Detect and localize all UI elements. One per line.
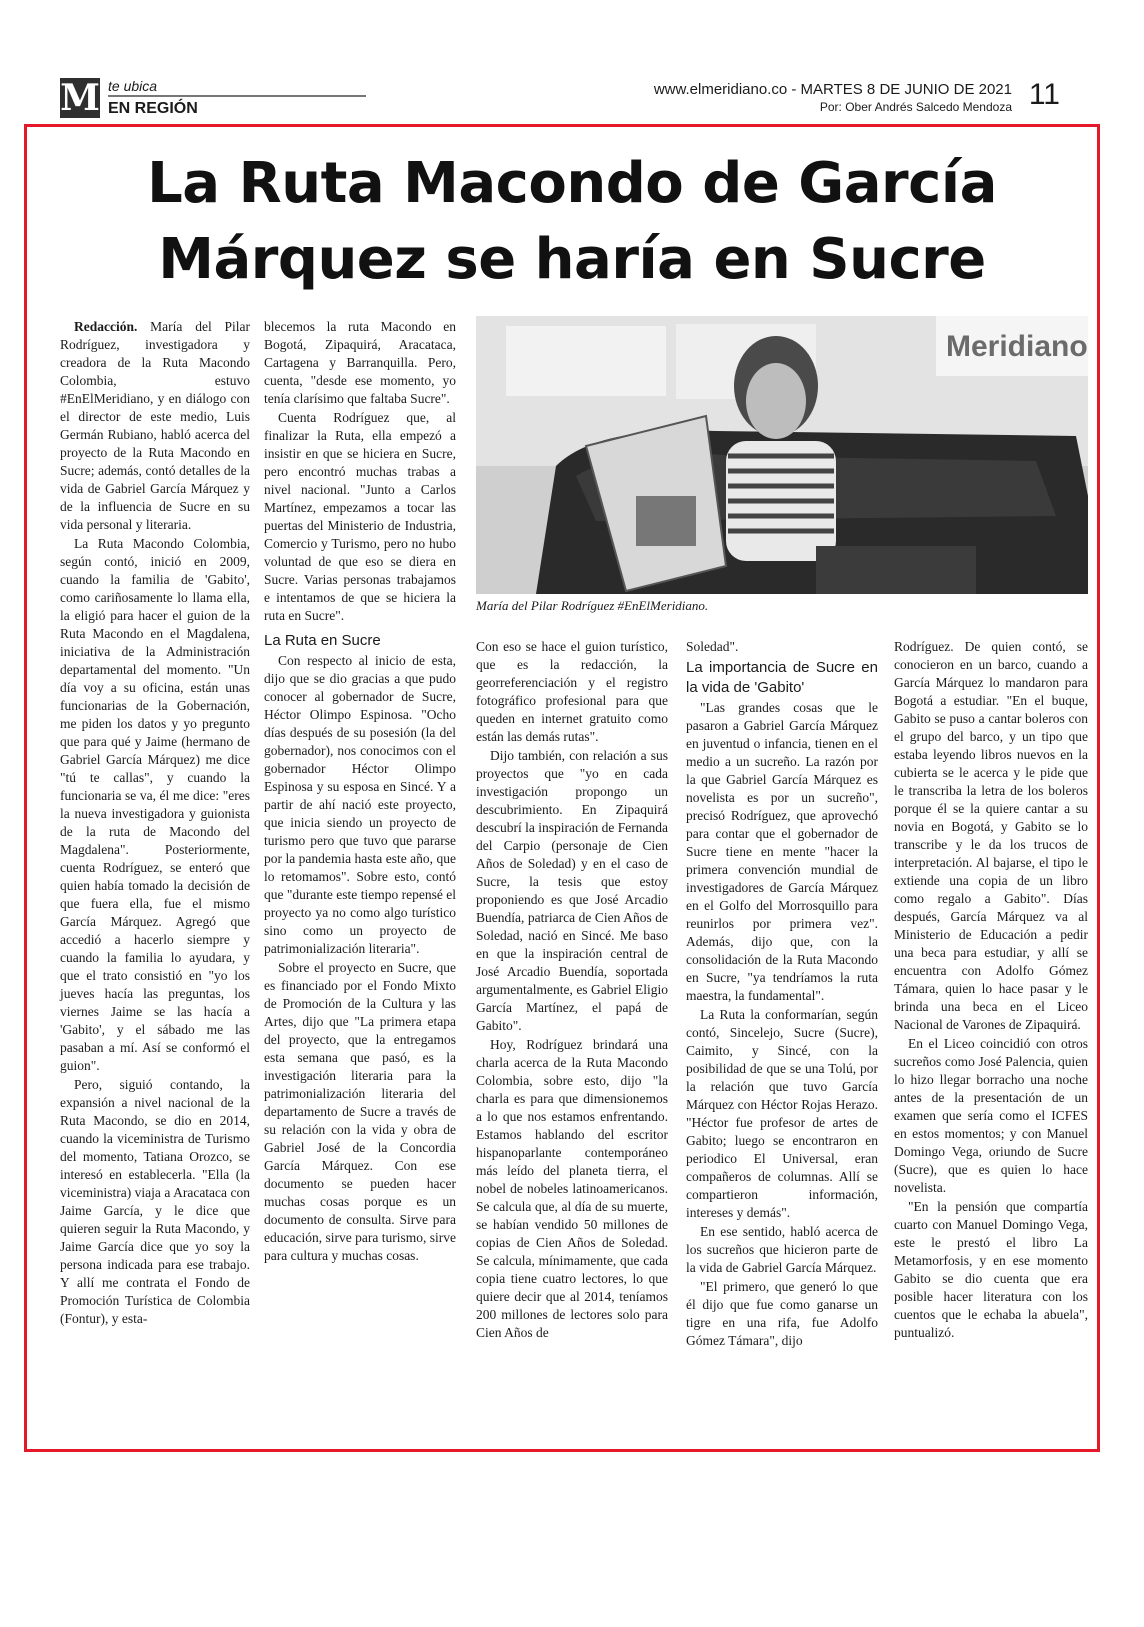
article-headline: [56, 146, 1088, 298]
column-3: [476, 638, 668, 1343]
subheading: La Ruta en Sucre: [264, 632, 381, 649]
paragraph: La Ruta la conformarían, según contó, Sincelejo, Sucre (Sucre), Caimito, y Sincé, con la posibilidad de que se una Tolú, por la relación que tuvo García Márquez con Héctor Rojas Herazo. "Héctor fue profesor de artes de Gabito; luego se encontraron en periodico El Universal, eran compañeros de columnas. Allí se compartieron información, intereses y demás".: [686, 1007, 878, 1220]
paragraph: Rodríguez. De quien contó, se conocieron en un barco, cuando a García Márquez lo mandaron para Bogotá a estudiar. "En el buque, Gabito se puso a cantar boleros con el grupo del barco, y un tipo que estaba leyendo libros nuevos en la cubierta se le acerca y le pide que le transcriba la letra de los boleros porque él se la quiere cantar a su novia en Bogotá, y Gabito se lo transcribe y le da los trucos de interpretación. Al bajarse, el tipo le extiende una copia de un libro como regalo a Gabito". Días después, García Márquez va al Ministerio de Educación a pedir una beca para estudiar, y allí se encuentra con Adolfo Gómez Támara, quien lo hace pasar y le brinda una beca en el Liceo Nacional de Varones de Zipaquirá.: [894, 639, 1088, 1032]
paragraph: Con eso se hace el guion turístico, que es la redacción, la georreferenciación y el registro fotográfico profesional para que queden en internet gratuito como están las demás rutas".: [476, 639, 668, 744]
paragraph: Con respecto al inicio de esta, dijo que se dio gracias a que pudo conocer al gobernador de Sucre, Héctor Olimpo Espinosa. "Ocho días después de su posesión (la del gobernador), nos conocimos con el gobernador Héctor Olimpo Espinosa y su esposa en Sincé. Y a partir de ahí nació este proyecto, que inicia siendo un proyecto de turismo pero que tuvo que pararse por la pandemia hasta este año, que lo retomamos". Sobre esto, contó que "durante este tiempo repensé el proyecto ya no como algo turístico sino como un proyecto de patrimonialización literaria".: [264, 653, 456, 956]
paragraph: En ese sentido, habló acerca de los sucreños que hicieron parte de la vida de Gabriel García Márquez.: [686, 1224, 878, 1275]
paragraph: La Ruta Macondo Colombia, según contó, inició en 2009, cuando la familia de 'Gabito', como cariñosamente lo llama ella, la eligió para hacer el guion de la Ruta Macondo en el Magdalena, iniciativa de la Administración departamental del momento. "Un día voy a su oficina, están unas funcionarias de la Gobernación, me piden los datos y yo pregunto que para qué y Jaime (hermano de Gabriel García Márquez) me dice "tú te callas", y cuando la funcionaria se va, él me dice: "eres la nueva investigadora y guionista de la ruta de Macondo del Magdalena". Posteriormente, cuenta Rodríguez, se enteró que quien había tomado la decisión de que fuera ella, fue el mismo García Márquez. Agregó que accedió a hacerlo siempre y cuando la familia lo ayudara, y que el trato consistió en "yo los jueves hacía las preguntas, los viernes Jaime se las hacía a 'Gabito', y el sábado me las pasaban a mí. Así se conformó el guion".: [60, 536, 250, 1073]
column-4: [686, 638, 878, 1351]
headline-line-2: Márquez se haría en Sucre: [158, 227, 986, 292]
subheading: La importancia de Sucre en la vida de 'Gabito': [686, 659, 878, 696]
headline-line-1: La Ruta Macondo de García: [147, 151, 997, 216]
paragraph: Cuenta Rodríguez que, al finalizar la Ruta, ella empezó a insistir en que se hiciera en Sucre, pero encontró muchas trabas a nivel nacional. "Junto a Carlos Martínez, empezamos a tocar las puertas del Ministerio de Industria, Comercio y Turismo, pero no hubo voluntad de que eso se diera en Sucre. Varias personas trabajamos e intentamos de que se hiciera la ruta en Sucre".: [264, 410, 456, 623]
newspaper-logo: M: [60, 77, 100, 119]
paragraph: Dijo también, con relación a sus proyectos que "yo en cada investigación propongo un descubrimiento. En Zipaquirá descubrí la inspiración de Fernanda del Carpio (personaje de Cien Años de Soledad) y en el caso de Sucre, la tesis que estoy proponiendo es que José Arcadio Buendía, patriarca de Cien Años de Soledad, nació en Sincé. Me baso en que la inspiración central de José Arcadio Buendía, soportada argumentalmente, es Gabriel Eligio García Martínez, el papá de Gabito".: [476, 748, 668, 1033]
section-tagline: te ubica: [108, 78, 158, 94]
section-divider: [108, 95, 366, 97]
paragraph: "Las grandes cosas que le pasaron a Gabriel García Márquez en juventud o infancia, tienen en el medio a un sucreño. La razón por la que Gabriel García Márquez es novelista es por un sucreño", precisó Rodríguez, que aprovechó para contar que el gobernador de Sucre tiene en mente "hacer la primera convención mundial de investigadores de García Márquez en el Golfo del Morrosquillo para reunirlos por primera vez". Además, dijo que, con la consolidación de la Ruta Macondo en Sucre, "ya tendríamos la ruta maestra, la fundamental".: [686, 700, 878, 1003]
article-photo: [476, 316, 1088, 594]
photo-caption: María del Pilar Rodríguez #EnElMeridiano.: [476, 598, 709, 613]
paragraph: blecemos la ruta Macondo en Bogotá, Zipaquirá, Aracataca, Cartagena y Barranquilla. Pero, cuenta, "desde ese momento, yo tenía clarísimo que faltaba Sucre".: [264, 319, 456, 406]
dateline: Redacción.: [74, 319, 138, 334]
column-2: [264, 318, 456, 1266]
paragraph: "El primero, que generó lo que él dijo que fue como ganarse un tigre en una rifa, fue Adolfo Gómez Támara", dijo: [686, 1279, 878, 1348]
paragraph: Sobre el proyecto en Sucre, que es financiado por el Fondo Mixto de Promoción de la Cultura y las Artes, dijo que "La primera etapa del proyecto, que la entregamos esta semana que pasó, es la investigación literaria para la patrimonialización literaria del departamento de Sucre a través de su relación con la vida y obra de Gabriel José de la Concordia García Márquez. Con ese documento se pueden hacer muchas cosas porque es un documento de consulta. Sirve para educación, sirve para turismo, sirve para cultura y muchas cosas.: [264, 960, 456, 1263]
paragraph: Soledad".: [686, 639, 739, 654]
page-number: 11: [1028, 78, 1060, 111]
section-name: EN REGIÓN: [108, 100, 198, 117]
paragraph: Redacción. María del Pilar Rodríguez, investigadora y creadora de la Ruta Macondo Colombia, estuvo #EnElMeridiano, y en diálogo con el director de este medio, Luis Germán Rubiano, habló acerca del proyecto de la Ruta Macondo en Sucre; además, contó detalles de la vida de Gabriel García Márquez y de la influencia de Sucre en su vida personal y literaria.: [60, 319, 250, 532]
paragraph: Hoy, Rodríguez brindará una charla acerca de la Ruta Macondo Colombia, sobre esto, dijo "la charla es para que dimensionemos a lo que nos estamos enfrentando. Estamos hablando del escritor hispanoparlante contemporáneo más leído del planeta tierra, el nobel de nobeles latinoamericanos. Se calcula que, al día de su muerte, se habían vendido 50 millones de copias de Cien Años de Soledad. Se calcula, mínimamente, que cada copia tiene cuatro lectores, lo que quiere decir que al 2014, teníamos 200 millones de lectores solo para Cien Años de: [476, 1037, 668, 1340]
column-5: [894, 638, 1088, 1343]
page-header: [60, 78, 1100, 124]
paragraph: Pero, siguió contando, la expansión a nivel nacional de la Ruta Macondo, se dio en 2014, cuando la viceministra de Turismo del momento, Tatiana Orozco, se interesó en establecerla. "Ella (la viceministra) viaja a Aracataca con Jaime García, y le dice que quieren seguir la Ruta Macondo, y Jaime García dice que yo soy la persona indicada para ese trabajo. Y allí me contrata el Fondo de Promoción Turística de Colombia (Fontur), y esta-: [60, 1077, 250, 1326]
paragraph: En el Liceo coincidió con otros sucreños como José Palencia, quien lo hizo llegar borracho una noche antes de la presentación de un examen que sería como el ICFES en estos momentos; y con Manuel Domingo Vega, oriundo de Sucre (Sucre), que es quien lo hace novelista.: [894, 1036, 1088, 1195]
paragraph: "En la pensión que compartía cuarto con Manuel Domingo Vega, este le prestó el libro La Metamorfosis, y en ese momento Gabito se dio cuenta que era posible hacer literatura con los cuentos que le echaba la abuela", puntualizó.: [894, 1199, 1088, 1340]
photo-illustration: [476, 316, 1088, 594]
photo-sign-text: Meridiano: [946, 330, 1088, 363]
byline: Por: Ober Andrés Salcedo Mendoza: [819, 100, 1012, 114]
column-1: [60, 318, 250, 1329]
website-and-date: www.elmeridiano.co - MARTES 8 DE JUNIO DE 2021: [653, 81, 1012, 98]
